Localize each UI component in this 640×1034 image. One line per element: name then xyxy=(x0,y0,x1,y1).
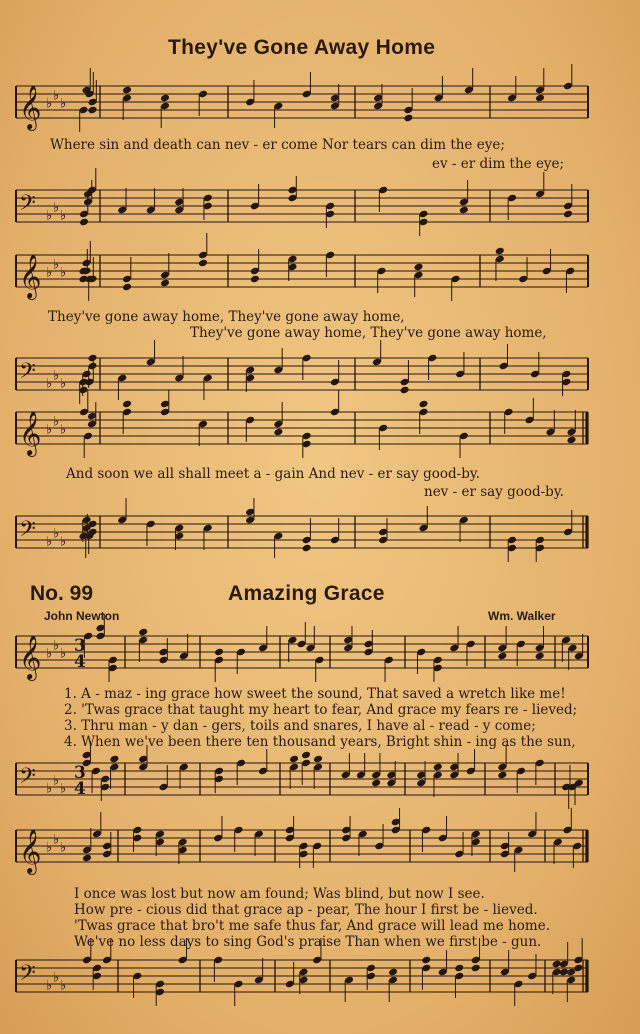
lyric-line: Where sin and death can nev - er come Nor tears can dim the eye; xyxy=(50,137,505,153)
lyric-line: And soon we all shall meet a - gain And nev - er say good-by. xyxy=(66,466,480,482)
verse-4-line: 4. When we've been there ten thousand years, Bright shin - ing as the sun, xyxy=(64,734,576,750)
treble-time-sig-bottom: 4 xyxy=(74,652,86,672)
clef-symbol: 𝄢 xyxy=(19,359,36,389)
verse-1-line: 1. A - maz - ing grace how sweet the sound, That saved a wretch like me! xyxy=(64,686,566,702)
verse-3-line: 'Twas grace that bro't me safe thus far, And grace will lead me home. xyxy=(74,918,550,934)
note-head xyxy=(82,854,92,863)
note-head xyxy=(421,956,431,965)
lyric-echo: ev - er dim the eye; xyxy=(432,156,565,172)
note-head xyxy=(87,106,97,115)
verse-1-line: I once was lost but now am found; Was blind, but now I see. xyxy=(74,886,485,902)
note-head xyxy=(471,964,481,973)
flat-sign: ♭ xyxy=(53,832,60,848)
flat-sign: ♭ xyxy=(60,208,67,224)
flat-sign: ♭ xyxy=(60,422,67,438)
note-head xyxy=(566,436,576,445)
flat-sign: ♭ xyxy=(53,773,60,789)
note-head xyxy=(495,247,505,256)
note-head xyxy=(79,218,89,227)
lyric-line: They've gone away home, They've gone away home, xyxy=(48,309,405,325)
note-head xyxy=(160,94,170,103)
clef-symbol: 𝄢 xyxy=(19,517,36,547)
note-head xyxy=(138,628,148,637)
note-head xyxy=(289,755,299,764)
flat-sign: ♭ xyxy=(60,96,67,112)
author-credit: John Newton xyxy=(44,609,120,623)
flat-sign: ♭ xyxy=(53,88,60,104)
flat-sign: ♭ xyxy=(53,970,60,986)
note-head xyxy=(122,86,132,95)
bass-time-sig-bottom: 4 xyxy=(74,779,86,799)
flat-sign: ♭ xyxy=(60,646,67,662)
flat-sign: ♭ xyxy=(53,414,60,430)
clef-symbol: 𝄞 xyxy=(19,85,42,129)
note-head xyxy=(273,428,283,437)
hymn-title: They've Gone Away Home xyxy=(168,36,436,59)
flat-sign: ♭ xyxy=(46,265,53,281)
flat-sign: ♭ xyxy=(46,376,53,392)
clef-symbol: 𝄢 xyxy=(19,961,36,991)
note-head xyxy=(403,114,413,123)
flat-sign: ♭ xyxy=(60,265,67,281)
note-head xyxy=(109,755,119,764)
note-head xyxy=(122,400,132,409)
clef-symbol: 𝄞 xyxy=(19,411,42,455)
hymn-title: Amazing Grace xyxy=(228,582,385,605)
note-head xyxy=(454,964,464,973)
note-head xyxy=(250,275,260,284)
flat-sign: ♭ xyxy=(53,638,60,654)
treble-time-sig-top: 3 xyxy=(74,636,86,656)
flat-sign: ♭ xyxy=(46,534,53,550)
verse-2-line: 2. 'Twas grace that taught my heart to fear, And grace my fears re - lieved; xyxy=(64,702,578,718)
note-head xyxy=(535,652,545,661)
hymn-number: No. 99 xyxy=(30,582,94,605)
note-head xyxy=(160,279,170,288)
note-head xyxy=(400,386,410,395)
flat-sign: ♭ xyxy=(60,376,67,392)
flat-sign: ♭ xyxy=(53,368,60,384)
composer-credit: Wm. Walker xyxy=(488,609,556,623)
note-head xyxy=(302,544,312,553)
flat-sign: ♭ xyxy=(46,422,53,438)
note-head xyxy=(388,968,398,977)
note-head xyxy=(313,755,323,764)
note-head xyxy=(497,771,507,780)
note-head xyxy=(497,652,507,661)
note-head xyxy=(301,751,311,760)
note-head xyxy=(87,354,97,363)
verse-2-line: How pre - cious did that grace ap - pear, The hour I first be - lieved. xyxy=(74,902,538,918)
lyric-echo: They've gone away home, They've gone away home, xyxy=(190,325,547,341)
flat-sign: ♭ xyxy=(60,978,67,994)
verse-3-line: 3. Thru man - y dan - gers, toils and snares, I have al - read - y come; xyxy=(64,718,536,734)
flat-sign: ♭ xyxy=(53,526,60,542)
note-head xyxy=(214,648,224,657)
bass-time-sig-top: 3 xyxy=(74,763,86,783)
flat-sign: ♭ xyxy=(60,781,67,797)
clef-symbol: 𝄞 xyxy=(19,635,42,679)
flat-sign: ♭ xyxy=(46,781,53,797)
note-head xyxy=(535,94,545,103)
clef-symbol: 𝄞 xyxy=(19,254,42,298)
flat-sign: ♭ xyxy=(46,646,53,662)
flat-sign: ♭ xyxy=(46,208,53,224)
flat-sign: ♭ xyxy=(53,200,60,216)
note-head xyxy=(198,259,208,268)
note-head xyxy=(563,210,573,219)
flat-sign: ♭ xyxy=(46,840,53,856)
lyric-echo: nev - er say good-by. xyxy=(424,484,564,500)
note-head xyxy=(459,206,469,215)
note-head xyxy=(371,779,381,788)
flat-sign: ♭ xyxy=(60,534,67,550)
flat-sign: ♭ xyxy=(60,840,67,856)
verse-4-line: We've no less days to sing God's praise Than when we first be - gun. xyxy=(74,934,542,950)
clef-symbol: 𝄞 xyxy=(19,829,42,873)
note-head xyxy=(418,400,428,409)
flat-sign: ♭ xyxy=(53,257,60,273)
note-head xyxy=(122,283,132,292)
note-head xyxy=(413,263,423,272)
flat-sign: ♭ xyxy=(46,96,53,112)
flat-sign: ♭ xyxy=(46,978,53,994)
note-head xyxy=(433,763,443,772)
clef-symbol: 𝄢 xyxy=(19,764,36,794)
clef-symbol: 𝄢 xyxy=(19,191,36,221)
